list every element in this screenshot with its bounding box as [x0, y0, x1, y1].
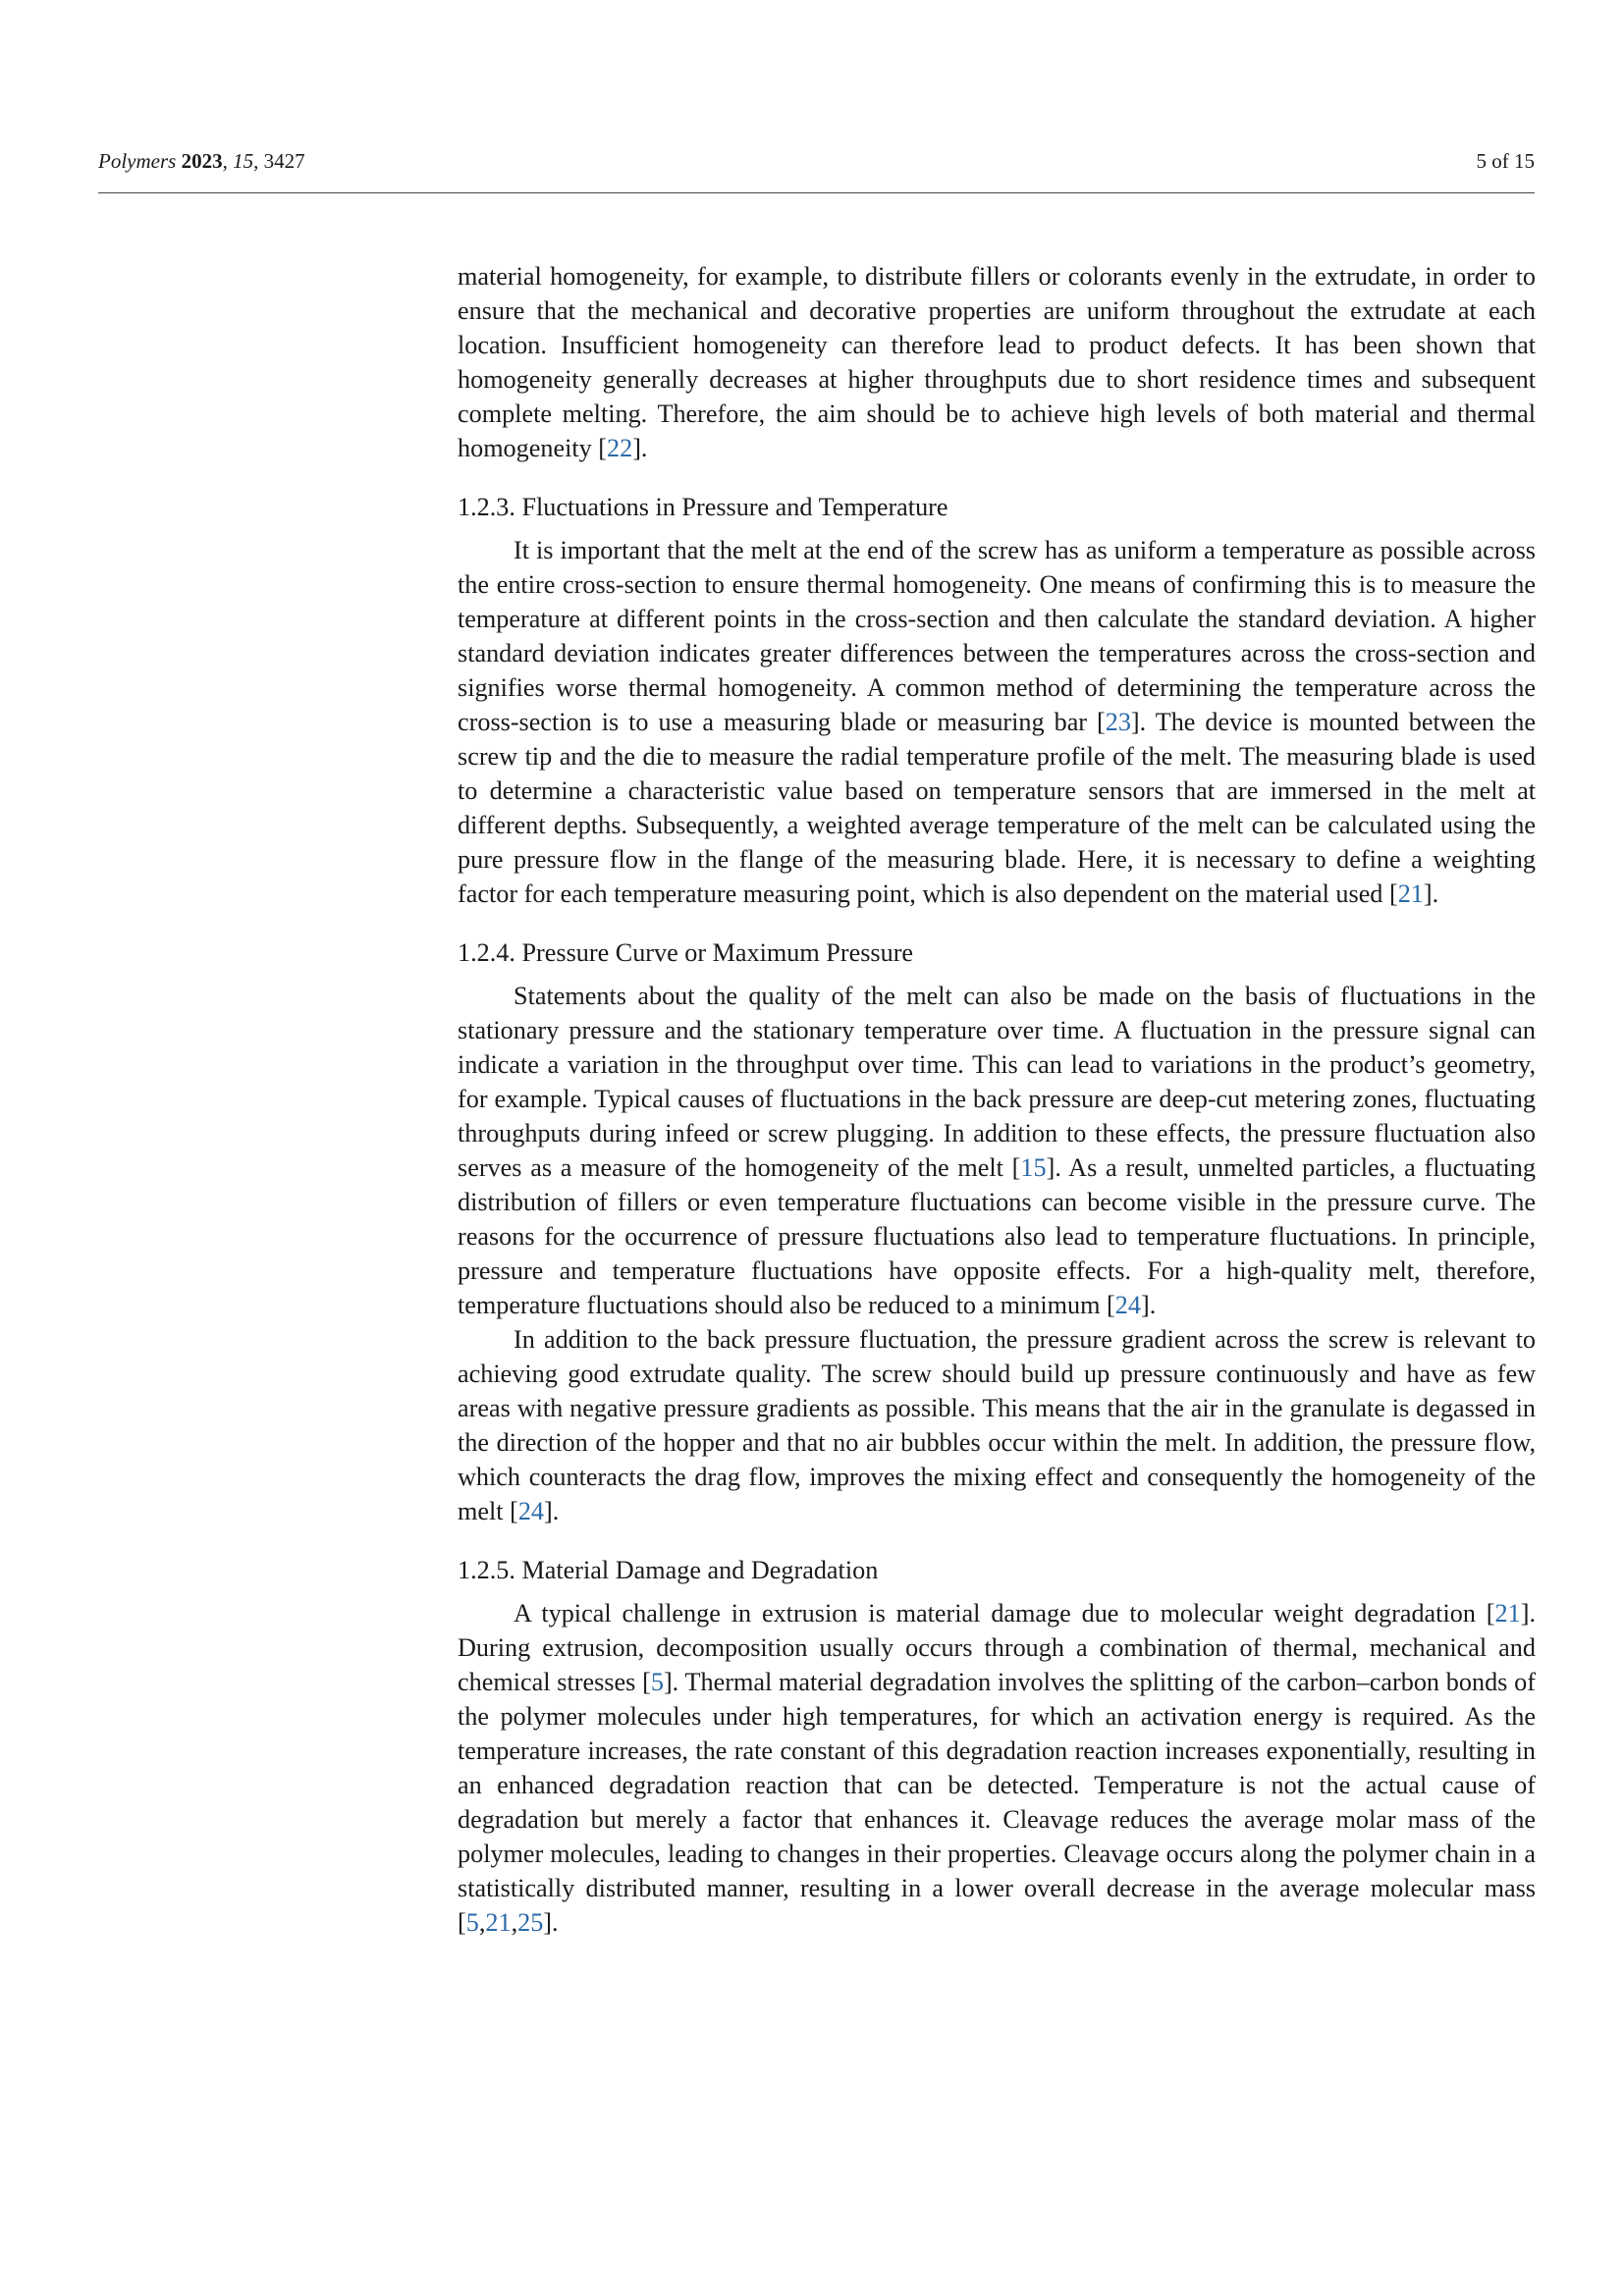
paragraph: In addition to the back pressure fluctuation, the pressure gradient across the screw is relevant to achieving good extrudate quality. The screw should build up pressure continuously and have as few areas with negative pressure gradients as possible. This means that the air in the granulate is degassed in the direction of the hopper and that no air bubbles occur within the melt. In addition, the pressure flow, which counteracts the drag flow, improves the mixing effect and consequently the homogeneity of the melt [24].	[458, 1325, 1536, 1525]
citation-link[interactable]: 15	[1020, 1153, 1047, 1182]
section-heading-1-2-3: 1.2.3. Fluctuations in Pressure and Temperature	[458, 493, 948, 521]
journal-volume: 15	[233, 149, 254, 173]
section-heading-1-2-4: 1.2.4. Pressure Curve or Maximum Pressure	[458, 938, 914, 967]
paragraph: A typical challenge in extrusion is material damage due to molecular weight degradation [21]. During extrusion, decomposition usually occurs through a combination of thermal, mechanical and chemical stresses [5]. Thermal material degradation involves the splitting of the carbon–carbon bonds of the polymer molecules under high temperatures, for which an activation energy is required. As the temperature increases, the rate constant of this degradation reaction increases exponentially, resulting in an enhanced degradation reaction that can be detected. Temperature is not the actual cause of degradation but merely a factor that enhances it. Cleavage reduces the average molar mass of the polymer molecules, leading to changes in their properties. Cleavage occurs along the polymer chain in a statistically distributed manner, resulting in a lower overall decrease in the average molecular mass [5,21,25].	[458, 1599, 1536, 1937]
page-number: 5 of 15	[1476, 149, 1535, 173]
paragraph: It is important that the melt at the end of the screw has as uniform a temperature as possible across the entire cross-section to ensure thermal homogeneity. One means of confirming this is to measure the temperature at different points in the cross-section and then calculate the standard deviation. A higher standard deviation indicates greater differences between the temperatures across the cross-section and signifies worse thermal homogeneity. A common method of determining the temperature across the cross-section is to use a measuring blade or measuring bar [23]. The device is mounted between the screw tip and the die to measure the radial temperature profile of the melt. The measuring blade is used to determine a characteristic value based on temperature sensors that are immersed in the melt at different depths. Subsequently, a weighted average temperature of the melt can be calculated using the pure pressure flow in the flange of the measuring blade. Here, it is necessary to define a weighting factor for each temperature measuring point, which is also dependent on the material used [21].	[458, 536, 1536, 908]
citation-link[interactable]: 25	[517, 1908, 544, 1937]
citation-link[interactable]: 21	[1494, 1599, 1521, 1628]
journal-citation: Polymers 2023, 15, 3427	[98, 149, 305, 173]
section-heading-1-2-5: 1.2.5. Material Damage and Degradation	[458, 1556, 879, 1584]
citation-link[interactable]: 5	[465, 1908, 479, 1937]
page-header	[98, 145, 1535, 193]
citation-link[interactable]: 23	[1105, 708, 1131, 736]
article-number: 3427	[263, 149, 305, 173]
citation-link[interactable]: 21	[1397, 880, 1424, 908]
citation-link[interactable]: 5	[650, 1668, 664, 1696]
journal-year: 2023	[181, 149, 223, 173]
article-body	[458, 259, 1536, 1940]
citation-link[interactable]: 24	[517, 1497, 544, 1525]
paragraph-continuation: material homogeneity, for example, to distribute fillers or colorants evenly in the extrudate, in order to ensure that the mechanical and decorative properties are uniform throughout the extrudate at each location. Insufficient homogeneity can therefore lead to product defects. It has been shown that homogeneity generally decreases at higher throughputs due to short residence times and subsequent complete melting. Therefore, the aim should be to achieve high levels of both material and thermal homogeneity [22].	[458, 262, 1536, 462]
paragraph: Statements about the quality of the melt can also be made on the basis of fluctuations in the stationary pressure and the stationary temperature over time. A fluctuation in the pressure signal can indicate a variation in the throughput over time. This can lead to variations in the product’s geometry, for example. Typical causes of fluctuations in the back pressure are deep-cut metering zones, fluctuating throughputs during infeed or screw plugging. In addition to these effects, the pressure fluctuation also serves as a measure of the homogeneity of the melt [15]. As a result, unmelted particles, a fluctuating distribution of fillers or even temperature fluctuations can become visible in the pressure curve. The reasons for the occurrence of pressure fluctuations also lead to temperature fluctuations. In principle, pressure and temperature fluctuations have opposite effects. For a high-quality melt, therefore, temperature fluctuations should also be reduced to a minimum [24].	[458, 982, 1536, 1319]
citation-link[interactable]: 22	[607, 434, 633, 462]
journal-name: Polymers	[98, 149, 177, 173]
citation-link[interactable]: 21	[485, 1908, 512, 1937]
citation-link[interactable]: 24	[1114, 1291, 1141, 1319]
